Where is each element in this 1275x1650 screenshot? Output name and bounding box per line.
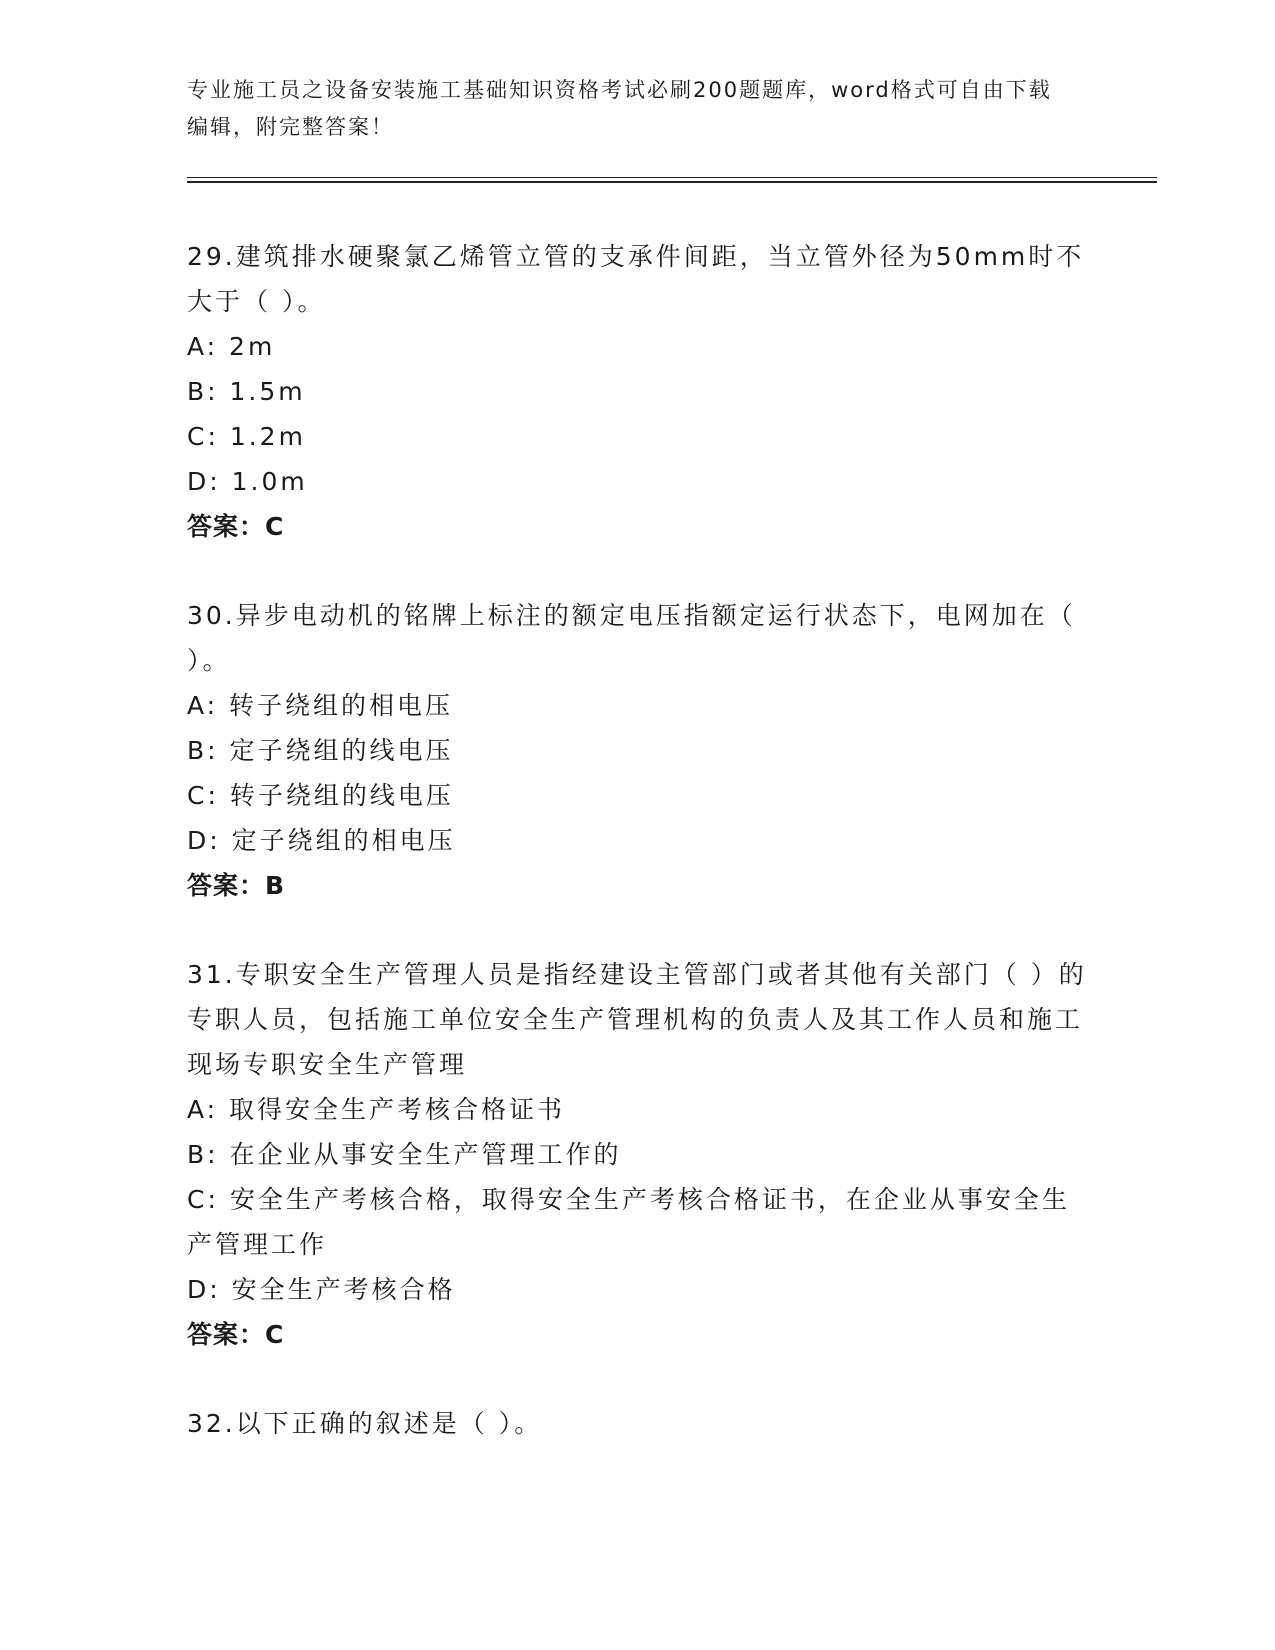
answer-line (187, 504, 1087, 549)
option-d: D: 1.0m (187, 467, 308, 496)
question-30 (187, 593, 1087, 908)
option-b: B: 定子绕组的线电压 (187, 736, 454, 765)
option-c: C: 1.2m (187, 422, 306, 451)
option-a: A: 取得安全生产考核合格证书 (187, 1095, 566, 1124)
answer-line (187, 863, 1087, 908)
answer-label: 答案： (187, 871, 266, 900)
option-b: B: 1.5m (187, 377, 306, 406)
answer-value: C (265, 1320, 285, 1349)
question-stem: 32.以下正确的叙述是（ ）。 (187, 1409, 543, 1438)
answer-label: 答案： (187, 512, 266, 541)
question-stem: 31.专职安全生产管理人员是指经建设主管部门或者其他有关部门（ ）的专职人员，包括施工单位安全生产管理机构的负责人及其工作人员和施工现场专职安全生产管理 (187, 960, 1087, 1079)
option-c: C: 安全生产考核合格，取得安全生产考核合格证书，在企业从事安全生产管理工作 (187, 1185, 1070, 1259)
option-b: B: 在企业从事安全生产管理工作的 (187, 1140, 622, 1169)
answer-label: 答案： (187, 1320, 266, 1349)
document-header: 专业施工员之设备安装施工基础知识资格考试必刷200题题库，word格式可自由下载编辑，附完整答案！ (187, 78, 1052, 139)
question-32 (187, 1401, 1087, 1446)
answer-value: C (265, 512, 285, 541)
answer-value: B (265, 871, 286, 900)
question-list (187, 234, 1087, 1490)
question-31 (187, 952, 1087, 1357)
option-a: A: 转子绕组的相电压 (187, 691, 454, 720)
header-divider (187, 177, 1157, 183)
option-a: A: 2m (187, 332, 276, 361)
option-d: D: 安全生产考核合格 (187, 1275, 456, 1304)
question-stem: 29.建筑排水硬聚氯乙烯管立管的支承件间距，当立管外径为50mm时不大于（ ）。 (187, 242, 1085, 316)
question-29 (187, 234, 1087, 549)
answer-line (187, 1312, 1087, 1357)
question-stem: 30.异步电动机的铭牌上标注的额定电压指额定运行状态下，电网加在（ ）。 (187, 601, 1076, 675)
option-d: D: 定子绕组的相电压 (187, 826, 456, 855)
option-c: C: 转子绕组的线电压 (187, 781, 454, 810)
